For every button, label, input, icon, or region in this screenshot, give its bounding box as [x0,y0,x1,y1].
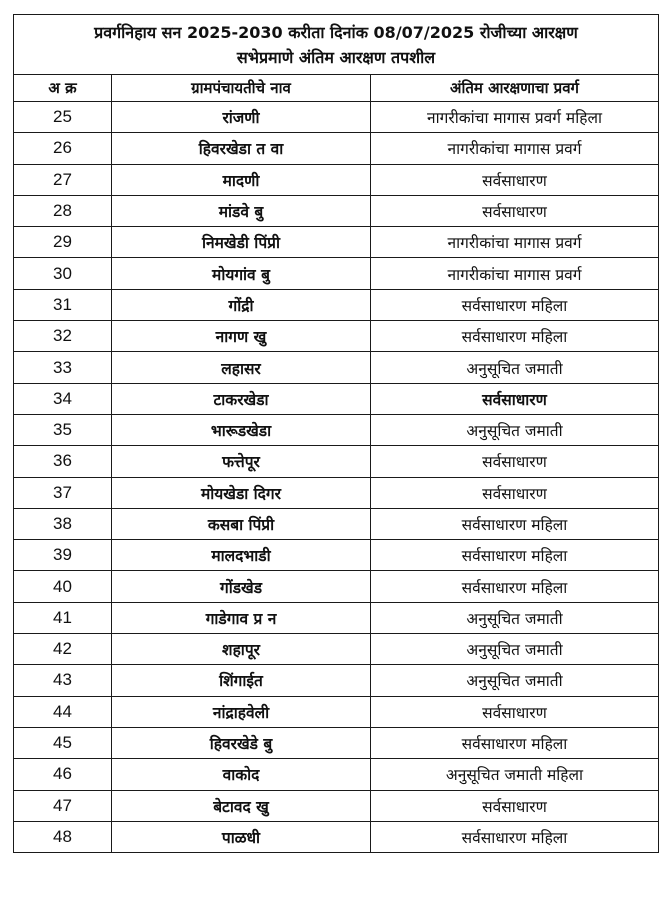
village-name-cell: शिंगाईत [112,665,371,696]
reservation-category-cell: सर्वसाधारण महिला [371,289,659,320]
serial-number-cell: 31 [14,289,112,320]
village-name-cell: मांडवे बु [112,195,371,226]
reservation-table [13,14,659,853]
table-row [14,164,659,195]
reservation-category-cell: अनुसूचित जमाती [371,414,659,445]
reservation-category-cell: अनुसूचित जमाती [371,352,659,383]
table-row [14,321,659,352]
serial-number-cell: 30 [14,258,112,289]
table-row [14,227,659,258]
title-row [14,15,659,75]
column-header-serial: अ क्र [14,75,112,102]
village-name-cell: गाडेगाव प्र न [112,602,371,633]
table-row [14,414,659,445]
table-row [14,696,659,727]
table-row [14,508,659,539]
village-name-cell: टाकरखेडा [112,383,371,414]
reservation-category-cell: सर्वसाधारण महिला [371,571,659,602]
village-name-cell: फत्तेपूर [112,446,371,477]
serial-number-cell: 39 [14,540,112,571]
table-row [14,634,659,665]
serial-number-cell: 33 [14,352,112,383]
table-row [14,602,659,633]
table-row [14,446,659,477]
village-name-cell: बेटावद खु [112,790,371,821]
reservation-category-cell: सर्वसाधारण [371,696,659,727]
village-name-cell: निमखेडी पिंप्री [112,227,371,258]
reservation-category-cell: सर्वसाधारण महिला [371,508,659,539]
serial-number-cell: 35 [14,414,112,445]
table-row [14,540,659,571]
table-row [14,477,659,508]
table-row [14,383,659,414]
table-row [14,571,659,602]
reservation-category-cell: सर्वसाधारण [371,383,659,414]
reservation-category-cell: नागरीकांचा मागास प्रवर्ग महिला [371,102,659,133]
village-name-cell: लहासर [112,352,371,383]
village-name-cell: हिवरखेडा त वा [112,133,371,164]
column-header-village: ग्रामपंचायतीचे नाव [112,75,371,102]
village-name-cell: रांजणी [112,102,371,133]
serial-number-cell: 34 [14,383,112,414]
serial-number-cell: 36 [14,446,112,477]
village-name-cell: हिवरखेडे बु [112,727,371,758]
serial-number-cell: 42 [14,634,112,665]
reservation-category-cell: सर्वसाधारण [371,477,659,508]
table-row [14,665,659,696]
reservation-category-cell: सर्वसाधारण महिला [371,727,659,758]
village-name-cell: मादणी [112,164,371,195]
village-name-cell: नागण खु [112,321,371,352]
table-row [14,790,659,821]
table-row [14,102,659,133]
serial-number-cell: 45 [14,727,112,758]
village-name-cell: भारूडखेडा [112,414,371,445]
table-body [14,102,659,853]
village-name-cell: कसबा पिंप्री [112,508,371,539]
serial-number-cell: 43 [14,665,112,696]
serial-number-cell: 28 [14,195,112,226]
village-name-cell: शहापूर [112,634,371,665]
reservation-category-cell: सर्वसाधारण [371,790,659,821]
reservation-category-cell: सर्वसाधारण [371,195,659,226]
table-row [14,289,659,320]
reservation-category-cell: सर्वसाधारण महिला [371,321,659,352]
reservation-category-cell: अनुसूचित जमाती [371,602,659,633]
reservation-category-cell: अनुसूचित जमाती [371,634,659,665]
reservation-category-cell: नागरीकांचा मागास प्रवर्ग [371,258,659,289]
village-name-cell: गोंद्री [112,289,371,320]
title-line-2: सभेप्रमाणे अंतिम आरक्षण तपशील [236,47,436,67]
serial-number-cell: 48 [14,821,112,852]
serial-number-cell: 44 [14,696,112,727]
reservation-category-cell: नागरीकांचा मागास प्रवर्ग [371,133,659,164]
serial-number-cell: 41 [14,602,112,633]
table-row [14,195,659,226]
title-line-1: प्रवर्गनिहाय सन 2025-2030 करीता दिनांक 08/07/2025 रोजीच्या आरक्षण [94,22,578,42]
village-name-cell: वाकोद [112,759,371,790]
column-header-row [14,75,659,102]
column-header-category: अंतिम आरक्षणाचा प्रवर्ग [371,75,659,102]
serial-number-cell: 47 [14,790,112,821]
document-title [14,15,659,75]
serial-number-cell: 37 [14,477,112,508]
reservation-category-cell: सर्वसाधारण महिला [371,540,659,571]
village-name-cell: नांद्राहवेली [112,696,371,727]
serial-number-cell: 40 [14,571,112,602]
table-row [14,133,659,164]
village-name-cell: पाळधी [112,821,371,852]
serial-number-cell: 27 [14,164,112,195]
village-name-cell: मालदभाडी [112,540,371,571]
table-row [14,727,659,758]
village-name-cell: मोयगांव बु [112,258,371,289]
reservation-category-cell: सर्वसाधारण महिला [371,821,659,852]
reservation-category-cell: नागरीकांचा मागास प्रवर्ग [371,227,659,258]
reservation-category-cell: सर्वसाधारण [371,164,659,195]
reservation-category-cell: अनुसूचित जमाती महिला [371,759,659,790]
serial-number-cell: 25 [14,102,112,133]
serial-number-cell: 26 [14,133,112,164]
village-name-cell: गोंडखेड [112,571,371,602]
village-name-cell: मोयखेडा दिगर [112,477,371,508]
serial-number-cell: 29 [14,227,112,258]
table-row [14,759,659,790]
table-row [14,258,659,289]
serial-number-cell: 46 [14,759,112,790]
reservation-category-cell: सर्वसाधारण [371,446,659,477]
serial-number-cell: 32 [14,321,112,352]
table-row [14,821,659,852]
table-row [14,352,659,383]
reservation-category-cell: अनुसूचित जमाती [371,665,659,696]
serial-number-cell: 38 [14,508,112,539]
